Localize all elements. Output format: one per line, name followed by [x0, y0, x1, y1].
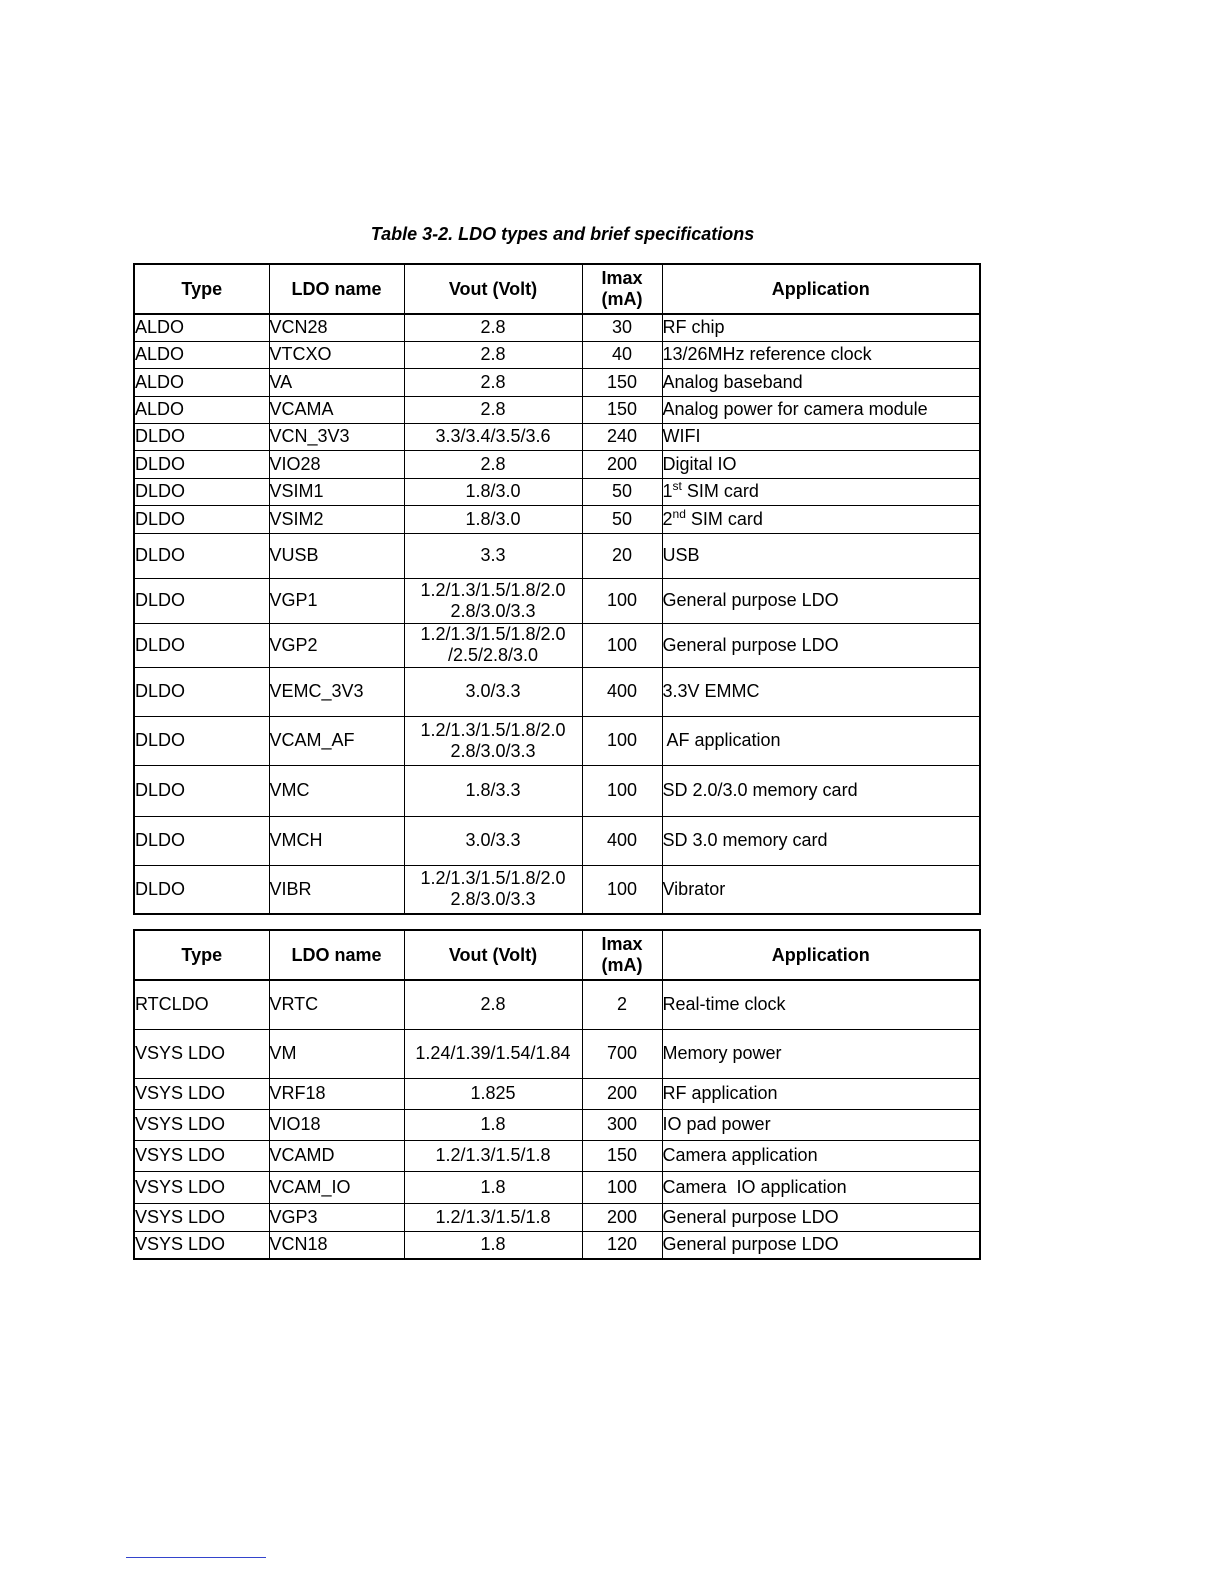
vout-line: 1.24/1.39/1.54/1.84: [415, 1043, 571, 1063]
vout-line: 2.8: [480, 399, 506, 419]
cell-vout: [404, 765, 582, 816]
table-row: [134, 341, 980, 368]
cell-ldo-name: VIO18: [269, 1109, 404, 1140]
cell-vout: [404, 478, 582, 505]
vout-line: /2.5/2.8/3.0: [447, 645, 539, 665]
cell-imax: 100: [582, 865, 662, 914]
cell-type: VSYS LDO: [134, 1078, 269, 1109]
application-text: IO pad power: [662, 1114, 771, 1134]
header-ldo-name: LDO name: [269, 930, 404, 980]
vout-line: 1.8: [480, 1176, 506, 1197]
header-vout: Vout (Volt): [404, 930, 582, 980]
header-imax: [582, 930, 662, 980]
cell-ldo-name: VEMC_3V3: [269, 667, 404, 716]
cell-vout: [404, 341, 582, 368]
vout-line: 3.3: [480, 545, 506, 565]
cell-vout: [404, 1140, 582, 1171]
vout-line: 1.8/3.3: [465, 780, 521, 800]
vout-line: 2.8: [480, 344, 506, 364]
cell-vout: [404, 980, 582, 1029]
vout-line: 1.2/1.3/1.5/1.8: [435, 1206, 551, 1227]
vout-line: 1.8/3.0: [465, 508, 521, 529]
application-text: Camera IO application: [662, 1176, 847, 1197]
application-text: RF chip: [662, 317, 725, 338]
vout-line: 1.825: [470, 1083, 516, 1103]
table-row: [134, 1029, 980, 1078]
vout-line: 2.8/3.0/3.3: [450, 740, 536, 761]
cell-imax: 40: [582, 341, 662, 368]
header-application: Application: [662, 264, 980, 314]
vout-line: 3.0/3.3: [465, 681, 521, 701]
table-row: [134, 396, 980, 423]
cell-imax: 700: [582, 1029, 662, 1078]
cell-ldo-name: VIO28: [269, 450, 404, 478]
cell-application: [662, 980, 980, 1029]
cell-type: DLDO: [134, 667, 269, 716]
cell-vout: [404, 396, 582, 423]
table-caption: Table 3-2. LDO types and brief specifications: [370, 224, 755, 244]
cell-vout: [404, 1109, 582, 1140]
header-vout: Vout (Volt): [404, 264, 582, 314]
cell-type: DLDO: [134, 765, 269, 816]
application-ordinal-suffix: st: [672, 479, 682, 493]
table-row: [134, 423, 980, 450]
vout-line: 3.0/3.3: [465, 830, 521, 850]
table-row: [134, 623, 980, 667]
cell-ldo-name: VTCXO: [269, 341, 404, 368]
cell-imax: 150: [582, 396, 662, 423]
table-row: [134, 1171, 980, 1203]
cell-vout: [404, 505, 582, 533]
cell-ldo-name: VIBR: [269, 865, 404, 914]
application-text: Camera application: [662, 1145, 818, 1165]
application-ordinal: 1: [662, 481, 673, 501]
table-row: [134, 314, 980, 341]
cell-imax: 150: [582, 368, 662, 396]
cell-type: VSYS LDO: [134, 1231, 269, 1259]
header-imax-line2: (mA): [601, 289, 643, 309]
cell-vout: [404, 368, 582, 396]
cell-vout: [404, 667, 582, 716]
application-text: Memory power: [662, 1043, 782, 1063]
table-row: [134, 578, 980, 623]
application-text: Real-time clock: [662, 994, 786, 1015]
table-row: [134, 1109, 980, 1140]
cell-application: [662, 865, 980, 914]
vout-line: 2.8: [480, 453, 506, 474]
cell-ldo-name: VM: [269, 1029, 404, 1078]
application-text: 13/26MHz reference clock: [662, 344, 872, 364]
table-row: [134, 1140, 980, 1171]
table-row: [134, 368, 980, 396]
cell-type: VSYS LDO: [134, 1171, 269, 1203]
cell-type: VSYS LDO: [134, 1140, 269, 1171]
cell-application: [662, 396, 980, 423]
application-text: SIM card: [681, 481, 759, 501]
cell-ldo-name: VCAM_AF: [269, 716, 404, 765]
cell-imax: 200: [582, 450, 662, 478]
cell-vout: [404, 716, 582, 765]
cell-vout: [404, 1231, 582, 1259]
cell-type: DLDO: [134, 533, 269, 578]
cell-type: VSYS LDO: [134, 1109, 269, 1140]
application-text: SD 2.0/3.0 memory card: [662, 780, 858, 800]
cell-application: [662, 623, 980, 667]
cell-application: [662, 341, 980, 368]
cell-ldo-name: VCN_3V3: [269, 423, 404, 450]
cell-imax: 120: [582, 1231, 662, 1259]
table-row: [134, 980, 980, 1029]
cell-type: ALDO: [134, 314, 269, 341]
cell-imax: 100: [582, 623, 662, 667]
cell-imax: 100: [582, 578, 662, 623]
table-row: [134, 765, 980, 816]
cell-application: [662, 505, 980, 533]
cell-application: [662, 816, 980, 865]
cell-type: RTCLDO: [134, 980, 269, 1029]
cell-type: ALDO: [134, 341, 269, 368]
application-text: USB: [662, 545, 700, 565]
table-row: [134, 450, 980, 478]
vout-line: 1.2/1.3/1.5/1.8/2.0: [420, 624, 566, 644]
vout-line: 1.2/1.3/1.5/1.8: [435, 1145, 551, 1165]
cell-ldo-name: VMCH: [269, 816, 404, 865]
vout-line: 3.3/3.4/3.5/3.6: [435, 426, 551, 446]
cell-application: [662, 478, 980, 505]
table-row: [134, 478, 980, 505]
cell-imax: 50: [582, 478, 662, 505]
vout-line: 2.8/3.0/3.3: [450, 600, 536, 621]
cell-imax: 100: [582, 716, 662, 765]
cell-application: [662, 314, 980, 341]
application-text: General purpose LDO: [662, 590, 839, 610]
cell-application: [662, 450, 980, 478]
cell-application: [662, 533, 980, 578]
cell-vout: [404, 865, 582, 914]
cell-application: [662, 1231, 980, 1259]
application-text: RF application: [662, 1083, 778, 1103]
cell-vout: [404, 578, 582, 623]
cell-vout: [404, 423, 582, 450]
cell-vout: [404, 533, 582, 578]
cell-application: [662, 578, 980, 623]
cell-ldo-name: VSIM2: [269, 505, 404, 533]
table-header-row: [134, 264, 980, 314]
header-imax-line1: Imax: [601, 268, 643, 288]
cell-imax: 200: [582, 1203, 662, 1231]
cell-imax: 200: [582, 1078, 662, 1109]
table-row: [134, 1203, 980, 1231]
table-row: [134, 1231, 980, 1259]
cell-ldo-name: VSIM1: [269, 478, 404, 505]
vout-line: 1.8: [480, 1114, 506, 1134]
cell-type: DLDO: [134, 716, 269, 765]
table-row: [134, 716, 980, 765]
application-text: WIFI: [662, 426, 701, 446]
cell-type: DLDO: [134, 623, 269, 667]
header-imax: [582, 264, 662, 314]
cell-ldo-name: VA: [269, 368, 404, 396]
cell-application: [662, 1203, 980, 1231]
vout-line: 2.8: [480, 317, 506, 338]
vout-line: 1.8: [480, 1234, 506, 1255]
cell-imax: 2: [582, 980, 662, 1029]
header-application: Application: [662, 930, 980, 980]
cell-ldo-name: VGP1: [269, 578, 404, 623]
cell-application: [662, 1109, 980, 1140]
header-ldo-name: LDO name: [269, 264, 404, 314]
cell-application: [662, 1029, 980, 1078]
cell-vout: [404, 1203, 582, 1231]
application-text: SIM card: [685, 508, 763, 529]
application-text: Digital IO: [662, 453, 737, 474]
cell-ldo-name: VMC: [269, 765, 404, 816]
cell-vout: [404, 450, 582, 478]
cell-vout: [404, 314, 582, 341]
cell-imax: 400: [582, 816, 662, 865]
table-row: [134, 505, 980, 533]
cell-imax: 240: [582, 423, 662, 450]
application-text: AF application: [662, 730, 781, 750]
cell-imax: 300: [582, 1109, 662, 1140]
table-row: [134, 865, 980, 914]
cell-type: ALDO: [134, 396, 269, 423]
table-row: [134, 533, 980, 578]
cell-application: [662, 716, 980, 765]
cell-vout: [404, 1078, 582, 1109]
cell-imax: 100: [582, 1171, 662, 1203]
cell-ldo-name: VGP3: [269, 1203, 404, 1231]
application-text: SD 3.0 memory card: [662, 830, 828, 850]
cell-imax: 20: [582, 533, 662, 578]
cell-ldo-name: VCN28: [269, 314, 404, 341]
cell-application: [662, 667, 980, 716]
cell-application: [662, 1078, 980, 1109]
cell-ldo-name: VGP2: [269, 623, 404, 667]
cell-type: DLDO: [134, 505, 269, 533]
table-row: [134, 816, 980, 865]
cell-application: [662, 765, 980, 816]
application-text: General purpose LDO: [662, 634, 839, 655]
cell-imax: 30: [582, 314, 662, 341]
cell-application: [662, 1171, 980, 1203]
cell-type: DLDO: [134, 450, 269, 478]
cell-type: DLDO: [134, 578, 269, 623]
cell-ldo-name: VCN18: [269, 1231, 404, 1259]
application-text: 3.3V EMMC: [662, 681, 760, 701]
application-text: General purpose LDO: [662, 1206, 839, 1227]
header-type: Type: [134, 264, 269, 314]
cell-imax: 400: [582, 667, 662, 716]
vout-line: 1.2/1.3/1.5/1.8/2.0: [420, 868, 566, 889]
cell-ldo-name: VCAM_IO: [269, 1171, 404, 1203]
application-ordinal-suffix: nd: [672, 506, 686, 521]
application-ordinal: 2: [662, 508, 673, 529]
application-text: General purpose LDO: [662, 1234, 839, 1255]
application-text: Analog baseband: [662, 371, 803, 392]
cell-ldo-name: VUSB: [269, 533, 404, 578]
cell-type: DLDO: [134, 478, 269, 505]
vout-line: 2.8/3.0/3.3: [450, 889, 536, 910]
cell-ldo-name: VRTC: [269, 980, 404, 1029]
ldo-table-main: [133, 263, 981, 915]
cell-ldo-name: VRF18: [269, 1078, 404, 1109]
cell-vout: [404, 1171, 582, 1203]
header-imax-line2: (mA): [601, 955, 643, 975]
cell-type: ALDO: [134, 368, 269, 396]
vout-line: 2.8: [480, 371, 506, 392]
vout-line: 2.8: [480, 994, 506, 1015]
cell-ldo-name: VCAMD: [269, 1140, 404, 1171]
cell-type: VSYS LDO: [134, 1203, 269, 1231]
cell-type: DLDO: [134, 816, 269, 865]
cell-application: [662, 1140, 980, 1171]
table-row: [134, 1078, 980, 1109]
cell-application: [662, 423, 980, 450]
cell-imax: 100: [582, 765, 662, 816]
cell-vout: [404, 1029, 582, 1078]
header-imax-line1: Imax: [601, 934, 643, 954]
cell-type: VSYS LDO: [134, 1029, 269, 1078]
vout-line: 1.2/1.3/1.5/1.8/2.0: [420, 579, 566, 600]
application-text: Analog power for camera module: [662, 399, 928, 419]
vout-line: 1.8/3.0: [465, 481, 521, 501]
table-header-row: [134, 930, 980, 980]
header-type: Type: [134, 930, 269, 980]
cell-imax: 50: [582, 505, 662, 533]
vout-line: 1.2/1.3/1.5/1.8/2.0: [420, 719, 566, 740]
ldo-table-vsys: [133, 929, 981, 1260]
footnote-rule: [126, 1557, 266, 1558]
cell-vout: [404, 623, 582, 667]
cell-imax: 150: [582, 1140, 662, 1171]
table-row: [134, 667, 980, 716]
cell-vout: [404, 816, 582, 865]
cell-ldo-name: VCAMA: [269, 396, 404, 423]
cell-type: DLDO: [134, 865, 269, 914]
application-text: Vibrator: [662, 878, 726, 899]
cell-type: DLDO: [134, 423, 269, 450]
cell-application: [662, 368, 980, 396]
